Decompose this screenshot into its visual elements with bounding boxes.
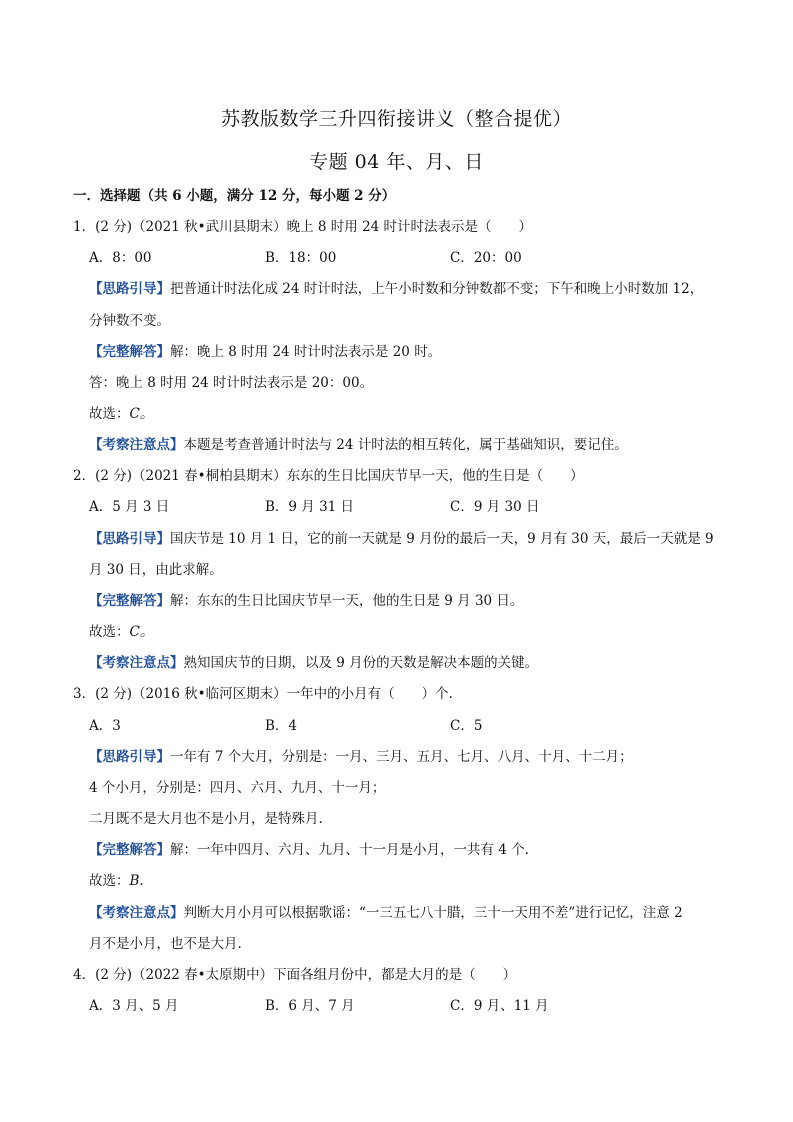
answer-text: 解：东东的生日比国庆节早一天，他的生日是 9 月 30 日。	[170, 593, 524, 609]
question-1-stem: 1．(2 分)（2021 秋•武川县期末）晚上 8 时用 24 时计时法表示是（ ）	[73, 219, 533, 235]
note-text: 熟知国庆节的日期，以及 9 月份的天数是解决本题的关键。	[183, 655, 539, 671]
hint-text: 国庆节是 10 月 1 日，它的前一天就是 9 月份的最后一天，9 月有 30 天，最后一天就是 9	[170, 531, 714, 547]
question-4-option-b: B．6 月、7 月	[265, 998, 355, 1014]
question-1-option-b: B．18：00	[265, 250, 337, 266]
question-2-option-b: B．9 月 31 日	[265, 499, 355, 515]
choice-label: 故选：	[89, 624, 130, 640]
hint-tag: 【思路引导】	[89, 281, 170, 297]
note-tag: 【考察注意点】	[89, 655, 184, 671]
question-3-choice	[89, 871, 144, 891]
answer-tag: 【完整解答】	[89, 344, 170, 360]
question-3-stem: 3．(2 分)（2016 秋•临河区期末）一年中的小月有（ ）个.	[73, 686, 453, 702]
question-2-hint-cont: 月 30 日，由此求解。	[89, 562, 223, 578]
document-title: 苏教版数学三升四衔接讲义（整合提优）	[220, 108, 572, 130]
question-3-hint-line-3: 二月既不是大月也不是小月，是特殊月.	[89, 811, 323, 827]
question-1-option-c: C．20：00	[450, 250, 522, 266]
question-2-stem: 2．(2 分)（2021 春•桐柏县期末）东东的生日比国庆节早一天，他的生日是（ ）	[73, 468, 584, 484]
question-1-note	[89, 435, 628, 455]
question-4-option-a: A．3 月、5 月	[89, 998, 179, 1014]
question-2-option-a: A．5 月 3 日	[89, 499, 170, 515]
section-heading: 一．选择题（共 6 小题，满分 12 分，每小题 2 分）	[73, 188, 396, 204]
hint-tag: 【思路引导】	[89, 749, 170, 765]
note-tag: 【考察注意点】	[89, 437, 184, 453]
question-3-hint	[89, 747, 633, 767]
choice-label: 故选：	[89, 406, 130, 422]
question-1-choice	[89, 404, 153, 424]
note-text: 判断大月小月可以根据歌谣：“一三五七八十腊，三十一天用不差”进行记忆，注意 2	[183, 905, 683, 921]
question-3-option-c: C．5	[450, 718, 483, 734]
answer-tag: 【完整解答】	[89, 842, 170, 858]
choice-letter: C。	[129, 624, 154, 640]
answer-text: 解：一年中四月、六月、九月、十一月是小月，一共有 4 个.	[170, 842, 529, 858]
question-1-answer	[89, 342, 441, 362]
question-1-hint-cont: 分钟数不变。	[89, 313, 170, 329]
question-2-option-c: C．9 月 30 日	[450, 499, 540, 515]
question-2-answer	[89, 591, 523, 611]
hint-tag: 【思路引导】	[89, 531, 170, 547]
choice-letter: C。	[129, 406, 154, 422]
question-3-note-cont: 月不是小月，也不是大月.	[89, 936, 242, 952]
answer-text: 解：晚上 8 时用 24 时计时法表示是 20 时。	[170, 344, 442, 360]
answer-tag: 【完整解答】	[89, 593, 170, 609]
question-3-option-a: A．3	[89, 718, 121, 734]
question-2-choice	[89, 622, 153, 642]
document-subtitle: 专题 04 年、月、日	[309, 151, 484, 173]
note-text: 本题是考查普通计时法与 24 计时法的相互转化，属于基础知识，要记住。	[183, 437, 628, 453]
choice-letter: B.	[129, 873, 144, 889]
hint-text: 一年有 7 个大月，分别是：一月、三月、五月、七月、八月、十月、十二月；	[170, 749, 633, 765]
question-3-note	[89, 903, 683, 923]
choice-label: 故选：	[89, 873, 130, 889]
question-1-answer-line: 答：晚上 8 时用 24 时计时法表示是 20：00。	[89, 375, 374, 391]
hint-text: 把普通计时法化成 24 时计时法，上午小时数和分钟数都不变；下午和晚上小时数加 12，	[170, 281, 704, 297]
question-2-note	[89, 653, 538, 673]
question-4-option-c: C．9 月、11 月	[450, 998, 549, 1014]
question-1-hint	[89, 279, 703, 299]
question-3-hint-line-2: 4 个小月，分别是：四月、六月、九月、十一月；	[89, 780, 386, 796]
note-tag: 【考察注意点】	[89, 905, 184, 921]
question-1-option-a: A．8：00	[89, 250, 152, 266]
question-2-hint	[89, 529, 714, 549]
question-3-answer	[89, 840, 529, 860]
question-4-stem: 4．(2 分)（2022 春•太原期中）下面各组月份中，都是大月的是（ ）	[73, 967, 517, 983]
question-3-option-b: B．4	[265, 718, 298, 734]
